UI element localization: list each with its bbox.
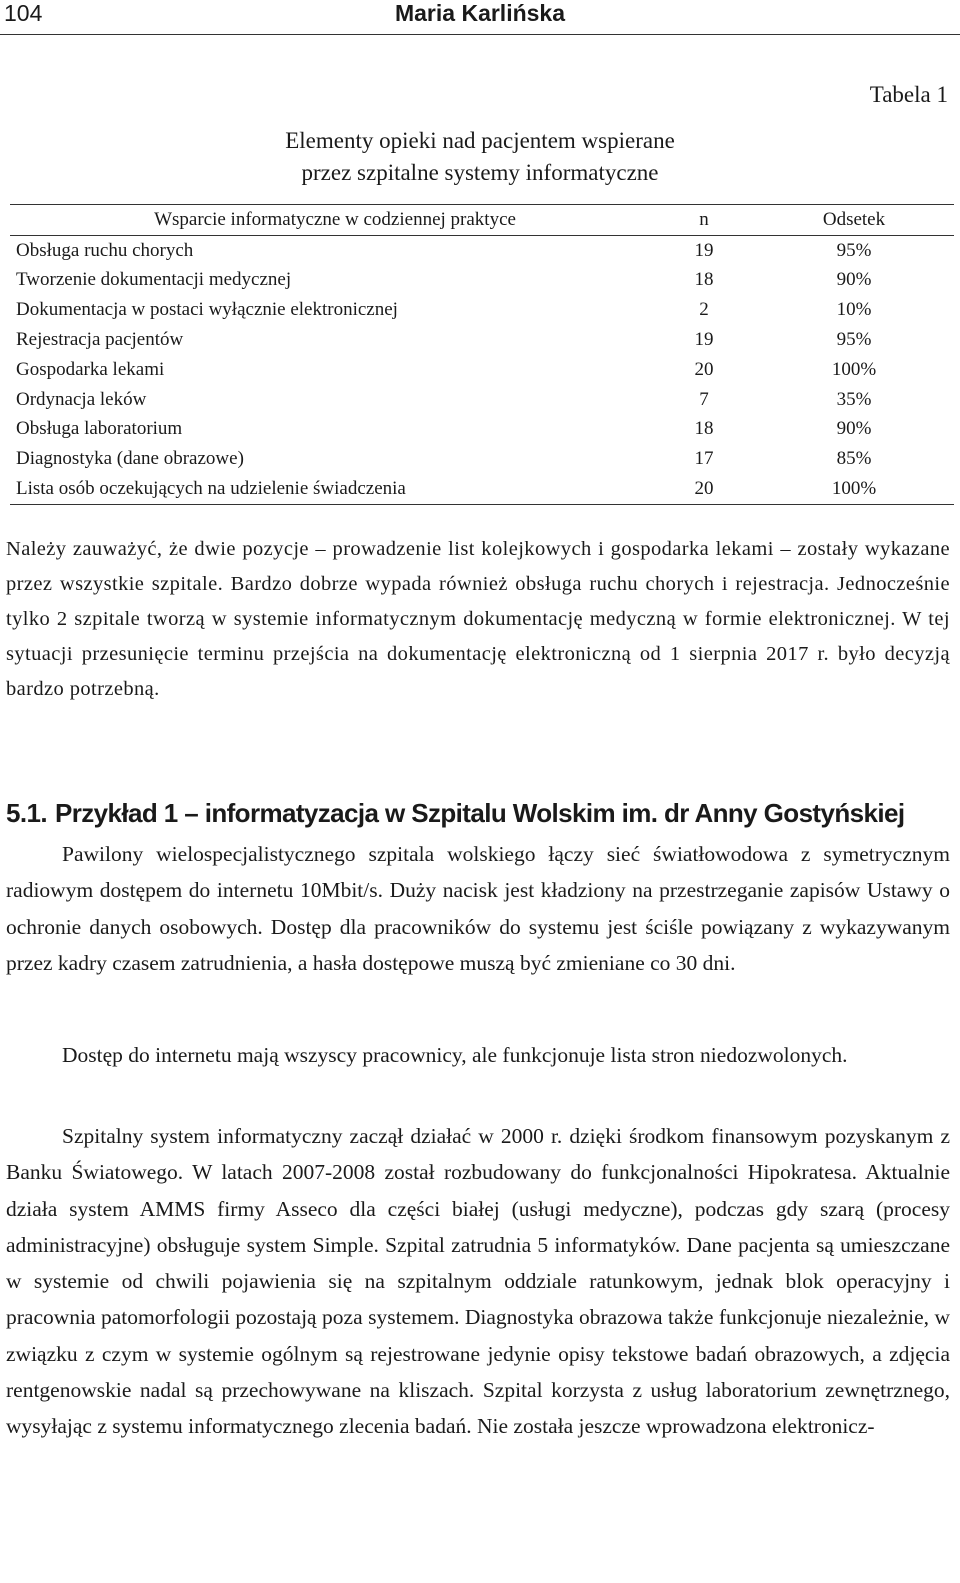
table-cell-percent: 10% [836,299,872,321]
table-row [10,266,954,296]
table-cell-percent: 95% [836,329,872,351]
table-cell-element: Obsługa ruchu chorych [16,239,194,261]
table-cell-percent: 85% [836,448,872,470]
body-paragraph: Dostęp do internetu mają wszyscy pracownicy, ale funkcjonuje lista stron niedozwolonych. [62,1043,848,1067]
running-header [0,0,960,35]
table-label: Tabela 1 [869,82,948,107]
table-cell-percent: 90% [836,269,872,291]
table-cell-n: 19 [694,329,714,351]
running-header-author: Maria Karlińska [394,0,566,26]
body-paragraph: Szpitalny system informatyczny zaczął działać w 2000 r. dzięki środkom finansowym pozyskanym z Banku Światowego. W latach 2007-2008 został rozbudowany do funkcjonalności Hipokratesa. Aktualnie działa system AMMS firmy Asseco dla części białej (usługi medyczne), podczas gdy szarą (procesy administracyjne) obsługuje system Simple. Szpital zatrudnia 5 informatyków. Dane pacjenta są umieszczane w systemie od chwili pojawienia się na szpitalnym oddziale ratunkowym, jednak blok operacyjny i pracownia patomorfologii pozostają poza systemem. Diagnostyka obrazowa także funkcjonuje niezależnie, w związku z czym w systemie ogólnym są rejestrowane jedynie opisy tekstowe badań obrazowych, a zdjęcia rentgenowskie nadal są przechowywane na kliszach. Szpital korzysta z usług laboratorium zewnętrznego, wysyłając z systemu informatycznego zlecenia badań. Nie została jeszcze wprowadzona elektronicz- [6,1124,950,1439]
table-cell-element: Obsługa laboratorium [16,418,183,440]
table-header-row [10,205,954,236]
table-cell-element: Tworzenie dokumentacji medycznej [16,269,292,291]
table-row [10,295,954,325]
table-cell-n: 20 [694,358,714,380]
data-table [10,204,954,505]
table-cell-element: Lista osób oczekujących na udzielenie świadczenia [16,478,406,500]
table-row [10,444,954,474]
table-cell-n: 18 [694,418,714,440]
table-cell-percent: 100% [831,478,877,500]
table-cell-percent: 100% [831,358,877,380]
column-header-percent: Odsetek [822,208,886,230]
section-number: 5.1. [6,798,47,828]
table-cell-n: 2 [699,299,709,321]
table-cell-n: 18 [694,269,714,291]
table-cell-percent: 90% [836,418,872,440]
table-row [10,235,954,265]
column-header-support: Wsparcie informatyczne w codziennej praktyce [154,208,516,230]
table-title-line: Elementy opieki nad pacjentem wspierane [285,128,675,153]
table-cell-element: Gospodarka lekami [16,358,165,380]
table-title-line: przez szpitalne systemy informatyczne [301,160,659,185]
table-cell-n: 20 [694,478,714,500]
section-heading [6,798,904,829]
table-title [0,125,960,189]
body-paragraph: Pawilony wielospecjalistycznego szpitala wolskiego łączy sieć światłowodowa z symetrycznym radiowym dostępem do internetu 10Mbit/s. Duży nacisk jest kładziony na przestrzeganie zapisów Ustawy o ochronie danych osobowych. Dostęp dla pracowników do systemu jest ściśle powiązany z wykazywanym przez kadry czasem zatrudnienia, a hasła dostępowe muszą być zmieniane co 30 dni. [6,842,950,975]
table-row [10,325,954,355]
table-cell-element: Diagnostyka (dane obrazowe) [16,448,244,470]
table-cell-element: Rejestracja pacjentów [16,329,184,351]
table-cell-element: Ordynacja leków [16,388,147,410]
table-row [10,355,954,385]
table-row [10,415,954,445]
table-cell-percent: 35% [836,388,872,410]
table-cell-n: 7 [699,388,709,410]
column-header-n: n [699,208,709,230]
table-cell-n: 17 [694,448,714,470]
table-cell-percent: 95% [836,239,872,261]
table-cell-element: Dokumentacja w postaci wyłącznie elektronicznej [16,299,398,321]
table-row [10,385,954,415]
section-title: Przykład 1 – informatyzacja w Szpitalu Wolskim im. dr Anny Gostyńskiej [54,798,905,828]
intro-paragraph: Należy zauważyć, że dwie pozycje – prowadzenie list kolejkowych i gospodarka lekami – zostały wykazane przez wszystkie szpitale. Bardzo dobrze wypada również obsługa ruchu chorych i rejestracja. Jednocześnie tylko 2 szpitale tworzą w systemie informatycznym dokumentację medyczną w formie elektronicznej. W tej sytuacji przesunięcie terminu przejścia na dokumentację elektroniczną od 1 sierpnia 2017 r. było decyzją bardzo potrzebną. [6,538,950,700]
table-row [10,474,954,504]
table-cell-n: 19 [694,239,714,261]
page-number: 104 [4,0,43,26]
